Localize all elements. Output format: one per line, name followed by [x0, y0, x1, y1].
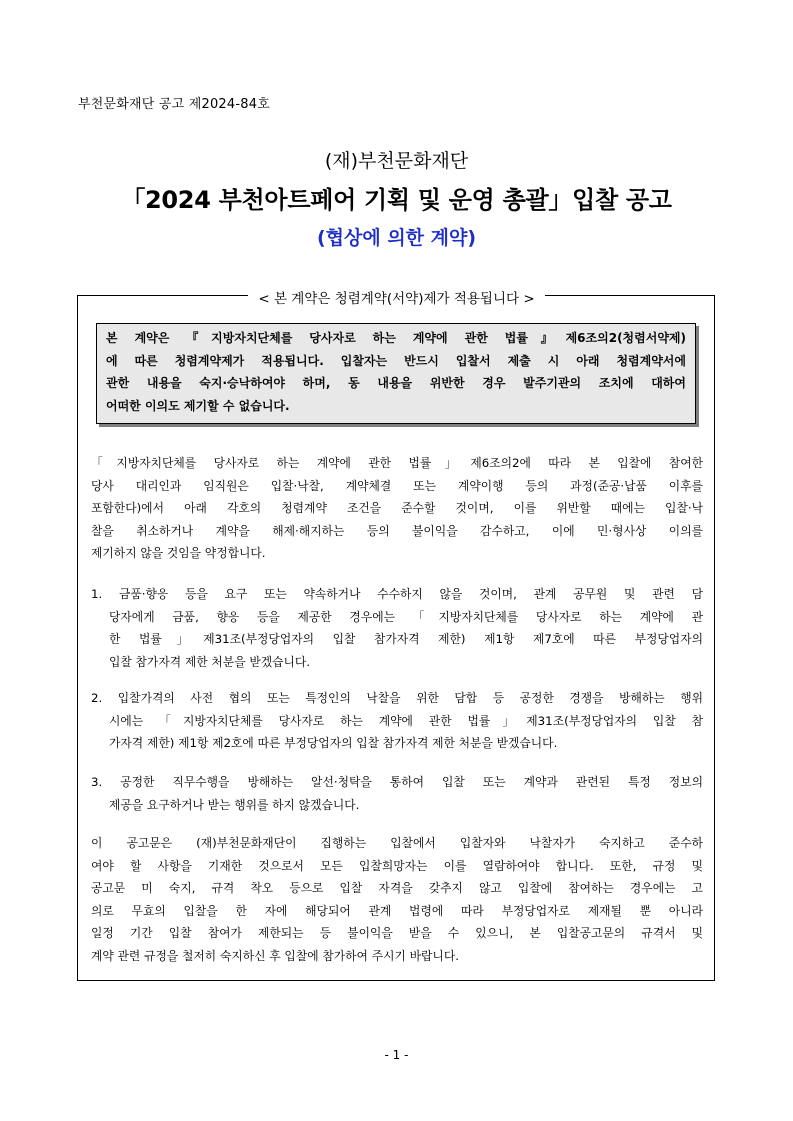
- closing-line: 여야 할 사항을 기재한 것으로서 모든 입찰희망자는 이를 열람하여야 합니다. 또한, 규정 및: [91, 858, 703, 873]
- clause-line: 3. 공정한 직무수행을 방해하는 알선·청탁을 통하여 입찰 또는 계약과 관련된 특정 정보의: [91, 775, 703, 789]
- clause-line: 당자에게 금품, 향응 등을 제공한 경우에는 「지방자치단체를 당사자로 하는 계약에 관: [109, 609, 703, 624]
- closing-line: 공고문 미 숙지, 규격 착오 등으로 입찰 자격을 갖추지 않고 입찰에 참여하는 경우에는 고: [91, 881, 703, 895]
- notice-line: 관한 내용을 숙지·승낙하여야 하며, 동 내용을 위반한 경우 발주기관의 조치에 대하여: [106, 376, 686, 390]
- page-title: 「2024 부천아트페어 기획 및 운영 총괄」입찰 공고: [121, 186, 672, 214]
- clause-2: [91, 687, 703, 755]
- clause-line: 2. 입찰가격의 사전 협의 또는 특정인의 낙찰을 위한 담합 등 공정한 경쟁을 방해하는 행위: [91, 691, 703, 705]
- notice-line: 어떠한 이의도 제기할 수 없습니다.: [106, 398, 290, 413]
- contract-type-subtitle: (협상에 의한 계약): [316, 227, 477, 249]
- integrity-notice-box: [96, 323, 696, 424]
- intro-line: 「지방자치단체를 당사자로 하는 계약에 관한 법률」제6조의2에 따라 본 입찰에 참여한: [91, 456, 703, 470]
- document-number: 부천문화재단 공고 제2024-84호: [78, 97, 270, 112]
- clause-line: 입찰 참가자격 제한 처분을 받겠습니다.: [109, 654, 311, 669]
- closing-line: 계약 관련 규정을 철저히 숙지하신 후 입찰에 참가하여 주시기 바랍니다.: [91, 948, 459, 963]
- intro-paragraph: [91, 452, 703, 565]
- notice-line: 에 따른 청렴계약제가 적용됩니다. 입찰자는 반드시 입찰서 제출 시 아래 청렴계약서에: [106, 353, 686, 368]
- closing-line: 일정 기간 입찰 참여가 제한되는 등 불이익을 받을 수 있으니, 본 입찰공고문의 규격서 및: [91, 926, 703, 940]
- clause-line: 1. 금품·향응 등을 요구 또는 약속하거나 수수하지 않을 것이며, 관계 공무원 및 관련 담: [91, 587, 703, 601]
- clause-line: 한 법률」제31조(부정당업자의 입찰 참가자격 제한) 제1항 제7호에 따른 부정당업자의: [109, 632, 703, 646]
- closing-line: 이 공고문은 (재)부천문화재단이 집행하는 입찰에서 입찰자와 낙찰자가 숙지하고 준수하: [91, 836, 703, 850]
- clause-3: [91, 771, 703, 816]
- clause-line: 제공을 요구하거나 받는 행위를 하지 않겠습니다.: [109, 797, 360, 812]
- clause-line: 가자격 제한) 제1항 제2호에 따른 부정당업자의 입찰 참가자격 제한 처분을 받겠습니다.: [109, 736, 558, 750]
- frame-heading-text: < 본 계약은 청렴계약(서약)제가 적용됩니다 >: [248, 291, 544, 307]
- closing-paragraph: [91, 832, 703, 967]
- intro-line: 포함한다)에서 아래 각호의 청렴계약 조건을 준수할 것이며, 이를 위반할 때에는 입찰·낙: [91, 501, 703, 515]
- notice-line: 본 계약은 『지방자치단체를 당사자로 하는 계약에 관한 법률』제6조의2(청렴서약제): [106, 331, 686, 345]
- page-number: - 1 -: [384, 1048, 409, 1062]
- clause-line: 시에는 「지방자치단체를 당사자로 하는 계약에 관한 법률」제31조(부정당업자의 입찰 참: [109, 713, 703, 728]
- intro-line: 당사 대리인과 임직원은 입찰·낙찰, 계약체결 또는 계약이행 등의 과정(준공·납품 이후를: [91, 478, 703, 493]
- organization-title: (재)부천문화재단: [324, 150, 469, 172]
- clause-1: [91, 583, 703, 673]
- intro-line: 찰을 취소하거나 계약을 해제·해지하는 등의 불이익을 감수하고, 이에 민·형사상 이의를: [91, 523, 703, 538]
- intro-line: 제기하지 않을 것임을 약정합니다.: [91, 546, 266, 560]
- frame-heading: [0, 287, 793, 307]
- closing-line: 의로 무효의 입찰을 한 자에 해당되어 관계 법령에 따라 부정당업자로 제재될 뿐 아니라: [91, 903, 703, 918]
